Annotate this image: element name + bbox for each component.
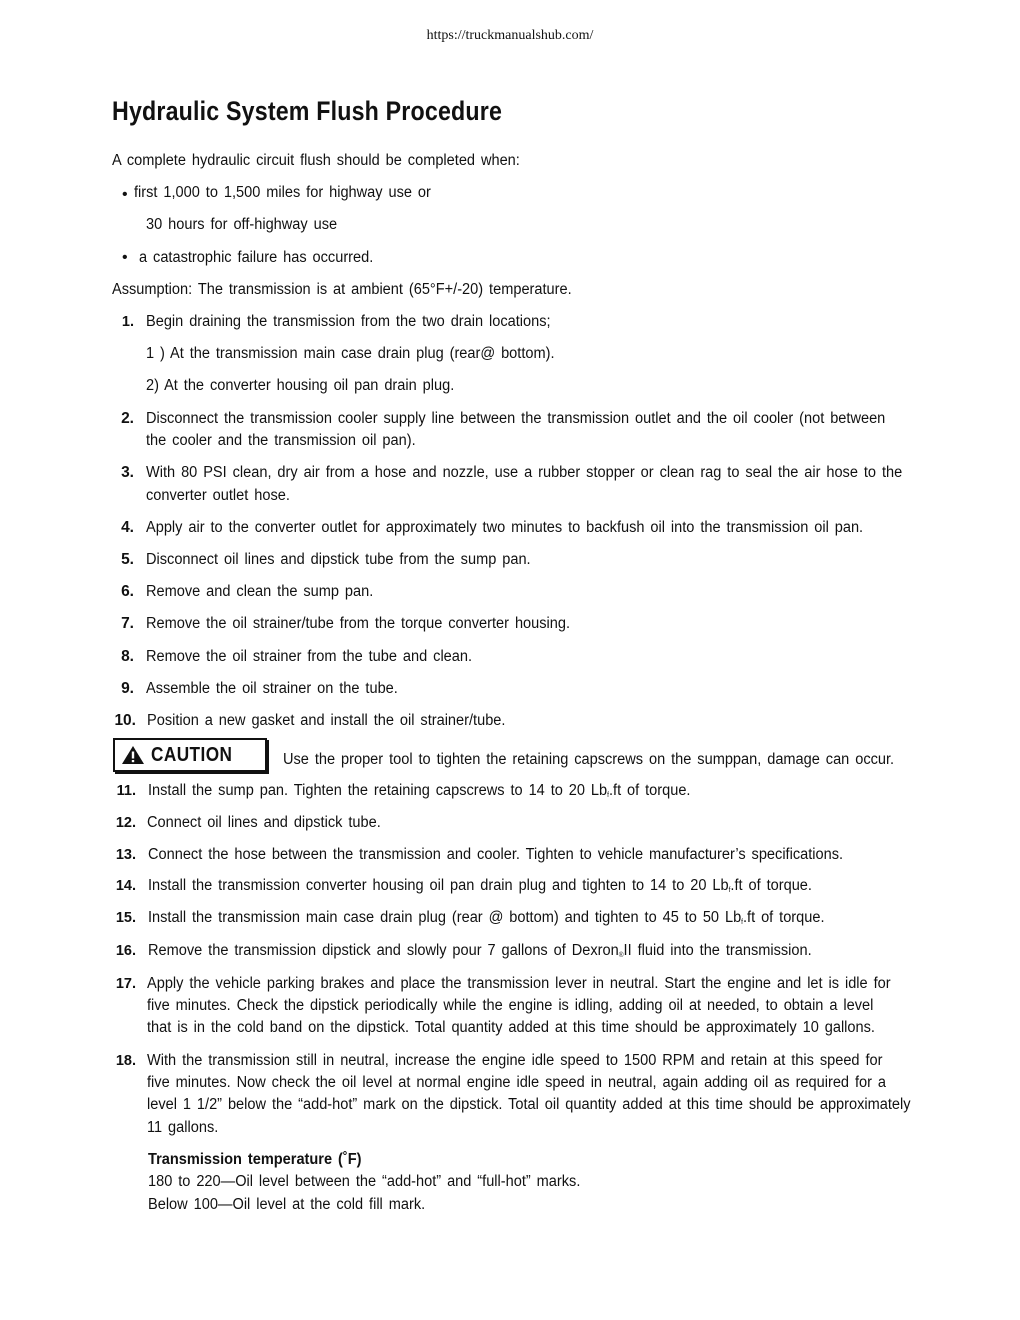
step-text: Remove the oil strainer/tube from the torque converter housing.	[146, 615, 571, 632]
step-text: Apply air to the converter outlet for approximately two minutes to backfush oil into the transmission oil pan.	[146, 519, 864, 536]
condition-1-line2: 30 hours for off-highway use	[146, 216, 338, 233]
bullet-marker: •	[122, 249, 128, 266]
step-number: 1.	[121, 314, 134, 330]
step-text: Disconnect oil lines and dipstick tube from the sump pan.	[146, 551, 531, 568]
step-number: 8.	[121, 648, 134, 665]
step-text: five minutes. Check the dipstick periodically while the engine is idling, adding oil at needed, to obtain a level	[147, 997, 874, 1014]
step-text: Begin draining the transmission from the two drain locations;	[146, 313, 551, 330]
step-number: 2.	[121, 410, 134, 427]
step-text: Connect oil lines and dipstick tube.	[147, 814, 381, 831]
step-text: 11 gallons.	[147, 1119, 219, 1136]
step-text: converter outlet hose.	[146, 487, 290, 504]
caution-text: Use the proper tool to tighten the retaining capscrews on the sumppan, damage can occur.	[283, 751, 895, 768]
temperature-row: Below 100—Oil level at the cold fill mark.	[148, 1196, 426, 1213]
step-text: Install the sump pan. Tighten the retaining capscrews to 14 to 20 $Lb_f.ft$ of torque.	[148, 782, 691, 799]
step-number: 3.	[121, 464, 134, 481]
header-url: https://truckmanualshub.com/	[426, 28, 594, 43]
step-number: 14.	[115, 878, 136, 894]
step-text: Connect the hose between the transmission and cooler. Tighten to vehicle manufacturer’s specifications.	[148, 846, 844, 863]
step-number: 13.	[115, 847, 136, 863]
step-text: Assemble the oil strainer on the tube.	[146, 680, 398, 697]
assumption-text: Assumption: The transmission is at ambient (65°F+/-20) temperature.	[112, 281, 572, 298]
step-number: 11.	[116, 783, 136, 799]
step-number: 15.	[115, 910, 136, 926]
step-number: 18.	[115, 1053, 136, 1069]
step-number: 6.	[121, 583, 134, 600]
step-text: five minutes. Now check the oil level at normal engine idle speed in neutral, again adding oil as required for a	[147, 1074, 887, 1091]
step-text: the cooler and the transmission oil pan).	[146, 432, 416, 449]
intro-text: A complete hydraulic circuit flush should be completed when:	[112, 152, 520, 169]
step-text: Remove the transmission dipstick and slowly pour 7 gallons of Dexron$_®$II fluid into the transmission.	[148, 942, 812, 959]
warning-triangle-icon	[121, 745, 145, 765]
step-text: level 1 1/2” below the “add-hot” mark on the dipstick. Total oil quantity added at this time should be approximately	[147, 1096, 911, 1113]
step-text: Remove the oil strainer from the tube and clean.	[146, 648, 473, 665]
step-number: 10.	[114, 712, 136, 729]
step-text: Install the transmission main case drain plug (rear @ bottom) and tighten to 45 to 50 $Lb_f.ft$ of torque.	[148, 909, 825, 926]
bullet-marker: •	[122, 186, 128, 203]
caution-badge	[113, 738, 267, 772]
caution-label: CAUTION	[151, 743, 233, 766]
step-text: With the transmission still in neutral, increase the engine idle speed to 1500 RPM and retain at this speed for	[147, 1052, 883, 1069]
step-text: 2) At the converter housing oil pan drain plug.	[146, 377, 455, 394]
step-number: 9.	[121, 680, 134, 697]
step-number: 5.	[121, 551, 134, 568]
step-text: Install the transmission converter housing oil pan drain plug and tighten to 14 to 20 $Lb_f.ft$ of torque.	[148, 877, 812, 894]
condition-1-line1: first 1,000 to 1,500 miles for highway use or	[134, 184, 431, 201]
temperature-heading: Transmission temperature (˚F)	[148, 1151, 362, 1168]
step-number: 4.	[121, 519, 134, 536]
temperature-row: 180 to 220—Oil level between the “add-hot” and “full-hot” marks.	[148, 1173, 581, 1190]
page-title: Hydraulic System Flush Procedure	[112, 96, 503, 126]
step-text: Position a new gasket and install the oil strainer/tube.	[147, 712, 506, 729]
step-text: that is in the cold band on the dipstick. Total quantity added at this time should be approximately 10 gallons.	[147, 1019, 875, 1036]
step-number: 7.	[121, 615, 134, 632]
step-text: Disconnect the transmission cooler supply line between the transmission outlet and the oil cooler (not between	[146, 410, 886, 427]
step-text: With 80 PSI clean, dry air from a hose and nozzle, use a rubber stopper or clean rag to seal the air hose to the	[146, 464, 903, 481]
condition-2-line1: a catastrophic failure has occurred.	[139, 249, 374, 266]
step-number: 12.	[115, 815, 136, 831]
step-text: 1 ) At the transmission main case drain plug (rear@ bottom).	[146, 345, 555, 362]
step-text: Remove and clean the sump pan.	[146, 583, 374, 600]
step-text: Apply the vehicle parking brakes and place the transmission lever in neutral. Start the engine and let is idle for	[147, 975, 891, 992]
step-number: 16.	[115, 943, 136, 959]
step-number: 17.	[115, 976, 136, 992]
